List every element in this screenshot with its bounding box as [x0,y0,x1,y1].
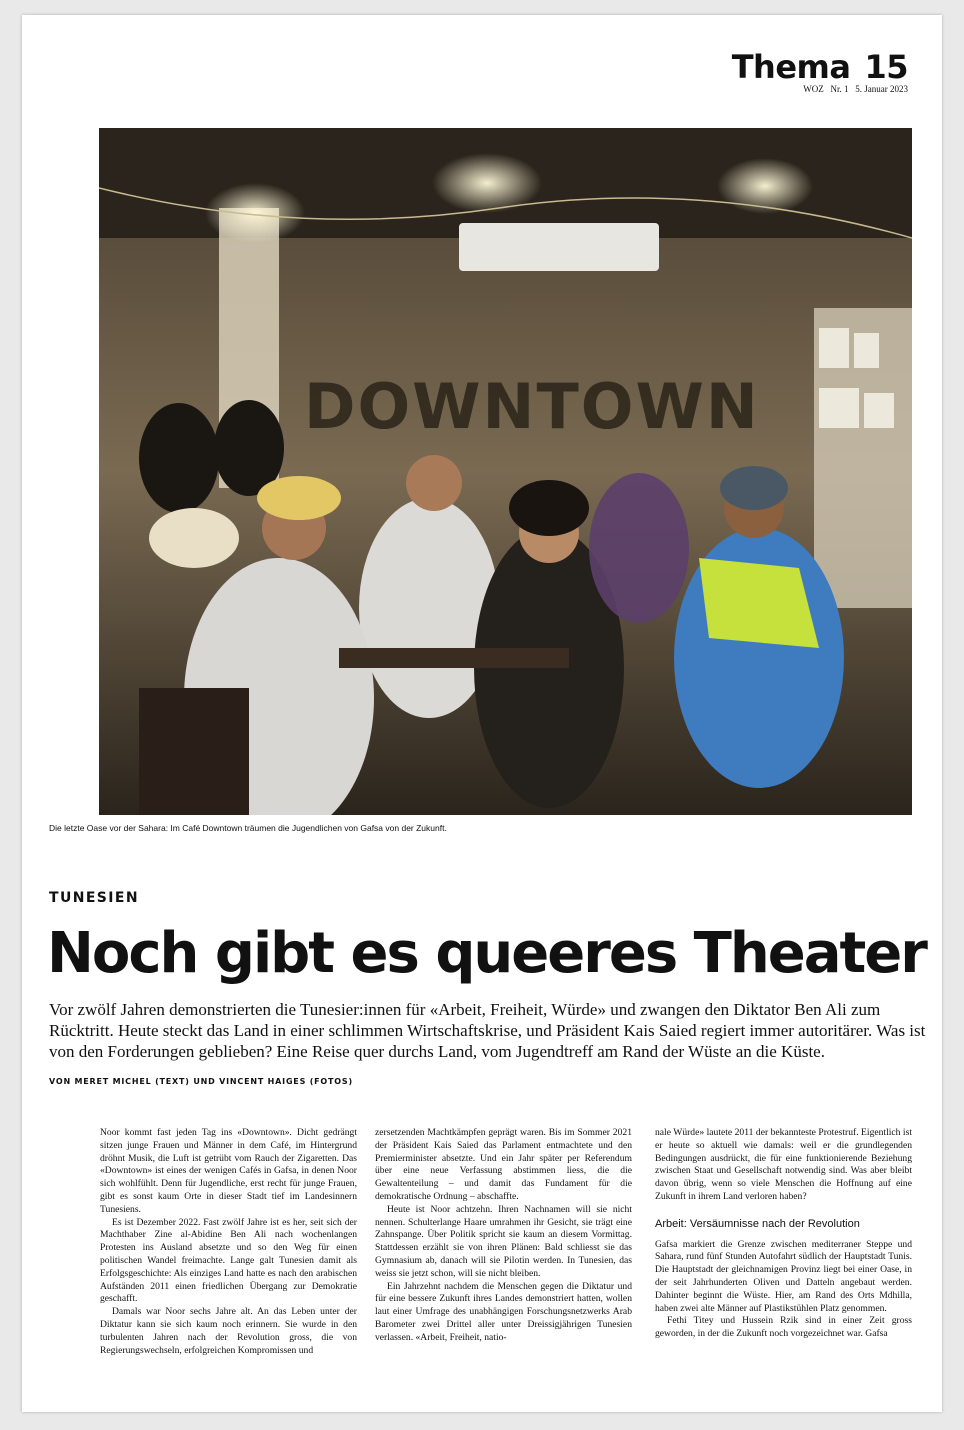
paragraph: nale Würde» lautete 2011 der bekannteste Protestruf. Eigentlich ist er heute so aktuell wie damals: weil er die grundlegenden Bedingungen ausdrückt, die für eine funktionierende Beziehung zwischen Staat und Gesellschaft notwendig sind. Was aber bleibt davon übrig, wenn so viele Menschen die Hoffnung auf eine Zukunft in ihrem Land verloren haben? [655,1127,912,1202]
headline: Noch gibt es queeres Theater [47,921,926,986]
page-header [731,48,908,94]
paragraph: Damals war Noor sechs Jahre alt. An das Leben unter der Diktatur kann sie sich kaum noch erinnern. Sie wurde in den turbulenten Jahren nach der Revolution gross, die von Regierungswechseln, erfolgreichen Kompromissen und [100,1306,357,1356]
byline: VON MERET MICHEL (TEXT) UND VINCENT HAIGES (FOTOS) [49,1077,353,1086]
section-name: Thema [731,48,851,86]
article-column-2 [375,1127,632,1345]
downtown-sign: DOWNTOWN [304,370,760,443]
paragraph: Ein Jahrzehnt nachdem die Menschen gegen die Diktatur und für eine bessere Zukunft ihres Landes demonstriert hatten, wollen laut einer Umfrage des unabhängigen Forschungsnetzwerks Arab Barometer zwei Drittel aller unter Dreissigjährigen Tunesien verlassen. «Arbeit, Freiheit, natio- [375,1280,632,1343]
issue-meta: WOZ Nr. 1 5. Januar 2023 [803,84,908,94]
page-number: 15 [864,48,908,86]
newspaper-page [22,15,942,1412]
article-column-3 [655,1127,912,1341]
paragraph: Heute ist Noor achtzehn. Ihren Nachnamen will sie nicht nennen. Schulterlange Haare umrahmen ihr Gesicht, sie trägt eine Zahnspange. Über Politik spricht sie kaum an diesem Vormittag. Stattdessen erzählt sie von ihren Plänen: Bald schliesst sie das Gymnasium ab, danach will sie Pilotin werden. In Tunesien, das weiss sie jetzt schon, will sie nicht bleiben. [375,1203,632,1279]
paragraph: Gafsa markiert die Grenze zwischen mediterraner Steppe und Sahara, rund fünf Stunden Autofahrt südlich der Hauptstadt Tunis. Die Hauptstadt der gleichnamigen Provinz liegt bei einer Oase, in der seit Jahrhunderten Oliven und Datteln angebaut werden. Dahinter beginnt die Wüste. Hier, am Rand des Orts Mdhilla, haben zwei alte Männer auf Plastikstühlen Platz genommen. [655,1238,912,1314]
subheading: Arbeit: Versäumnisse nach der Revolution [655,1217,860,1230]
kicker: TUNESIEN [49,890,139,906]
section-title [731,48,908,86]
paragraph: Noor kommt fast jeden Tag ins «Downtown». Dicht gedrängt sitzen junge Frauen und Männer in dem Café, im Hintergrund dröhnt Musik, die Luft ist getrübt vom Rauch der Zigaretten. Das «Downtown» ist eines der wenigen Cafés in Gafsa, in denen Noor sich wohlfühlt. Denn für Jugendliche, erst recht für junge Frauen, gibt es sonst kaum Orte in dieser Stadt tief im Landesinnern Tunesiens. [100,1127,357,1215]
paragraph: Fethi Titey und Hussein Rzik sind in einer Zeit gross geworden, in der die Zukunft noch vorgezeichnet war. Gafsa [655,1315,912,1340]
paragraph: Es ist Dezember 2022. Fast zwölf Jahre ist es her, seit sich der Machthaber Zine al-Abidine Ben Ali nach wochenlangen Protesten ins Ausland absetzte und so den Weg für einen politischen Wandel freimachte. Lange galt Tunesien damit als Erfolgsgeschichte: Als einziges Land hatte es nach den arabischen Aufständen 2011 einen friedlichen Übergang zur Demokratie geschafft. [100,1216,357,1305]
cafe-photo [99,128,912,815]
article-column-1 [100,1127,357,1357]
lead-paragraph: Vor zwölf Jahren demonstrierten die Tunesier:innen für «Arbeit, Freiheit, Würde» und zwangen den Diktator Ben Ali zum Rücktritt. Heute steckt das Land in einer schlimmen Wirtschaftskrise, und Präsident Kais Saied regiert immer autoritärer. Was ist von den Forderungen geblieben? Eine Reise quer durchs Land, vom Jugendtreff am Rand der Wüste an die Küste. [49,1000,926,1061]
photo-caption: Die letzte Oase vor der Sahara: Im Café Downtown träumen die Jugendlichen von Gafsa von der Zukunft. [49,823,447,833]
paragraph: zersetzenden Machtkämpfen geprägt waren. Bis im Sommer 2021 der Präsident Kais Saied das Parlament entmachtete und den Premierminister absetzte. Und ein Jahr später per Referendum über eine neue Verfassung abstimmen liess, die die Gewaltenteilung – und damit das Fundament für die demokratische Ordnung – abschaffte. [375,1127,632,1202]
